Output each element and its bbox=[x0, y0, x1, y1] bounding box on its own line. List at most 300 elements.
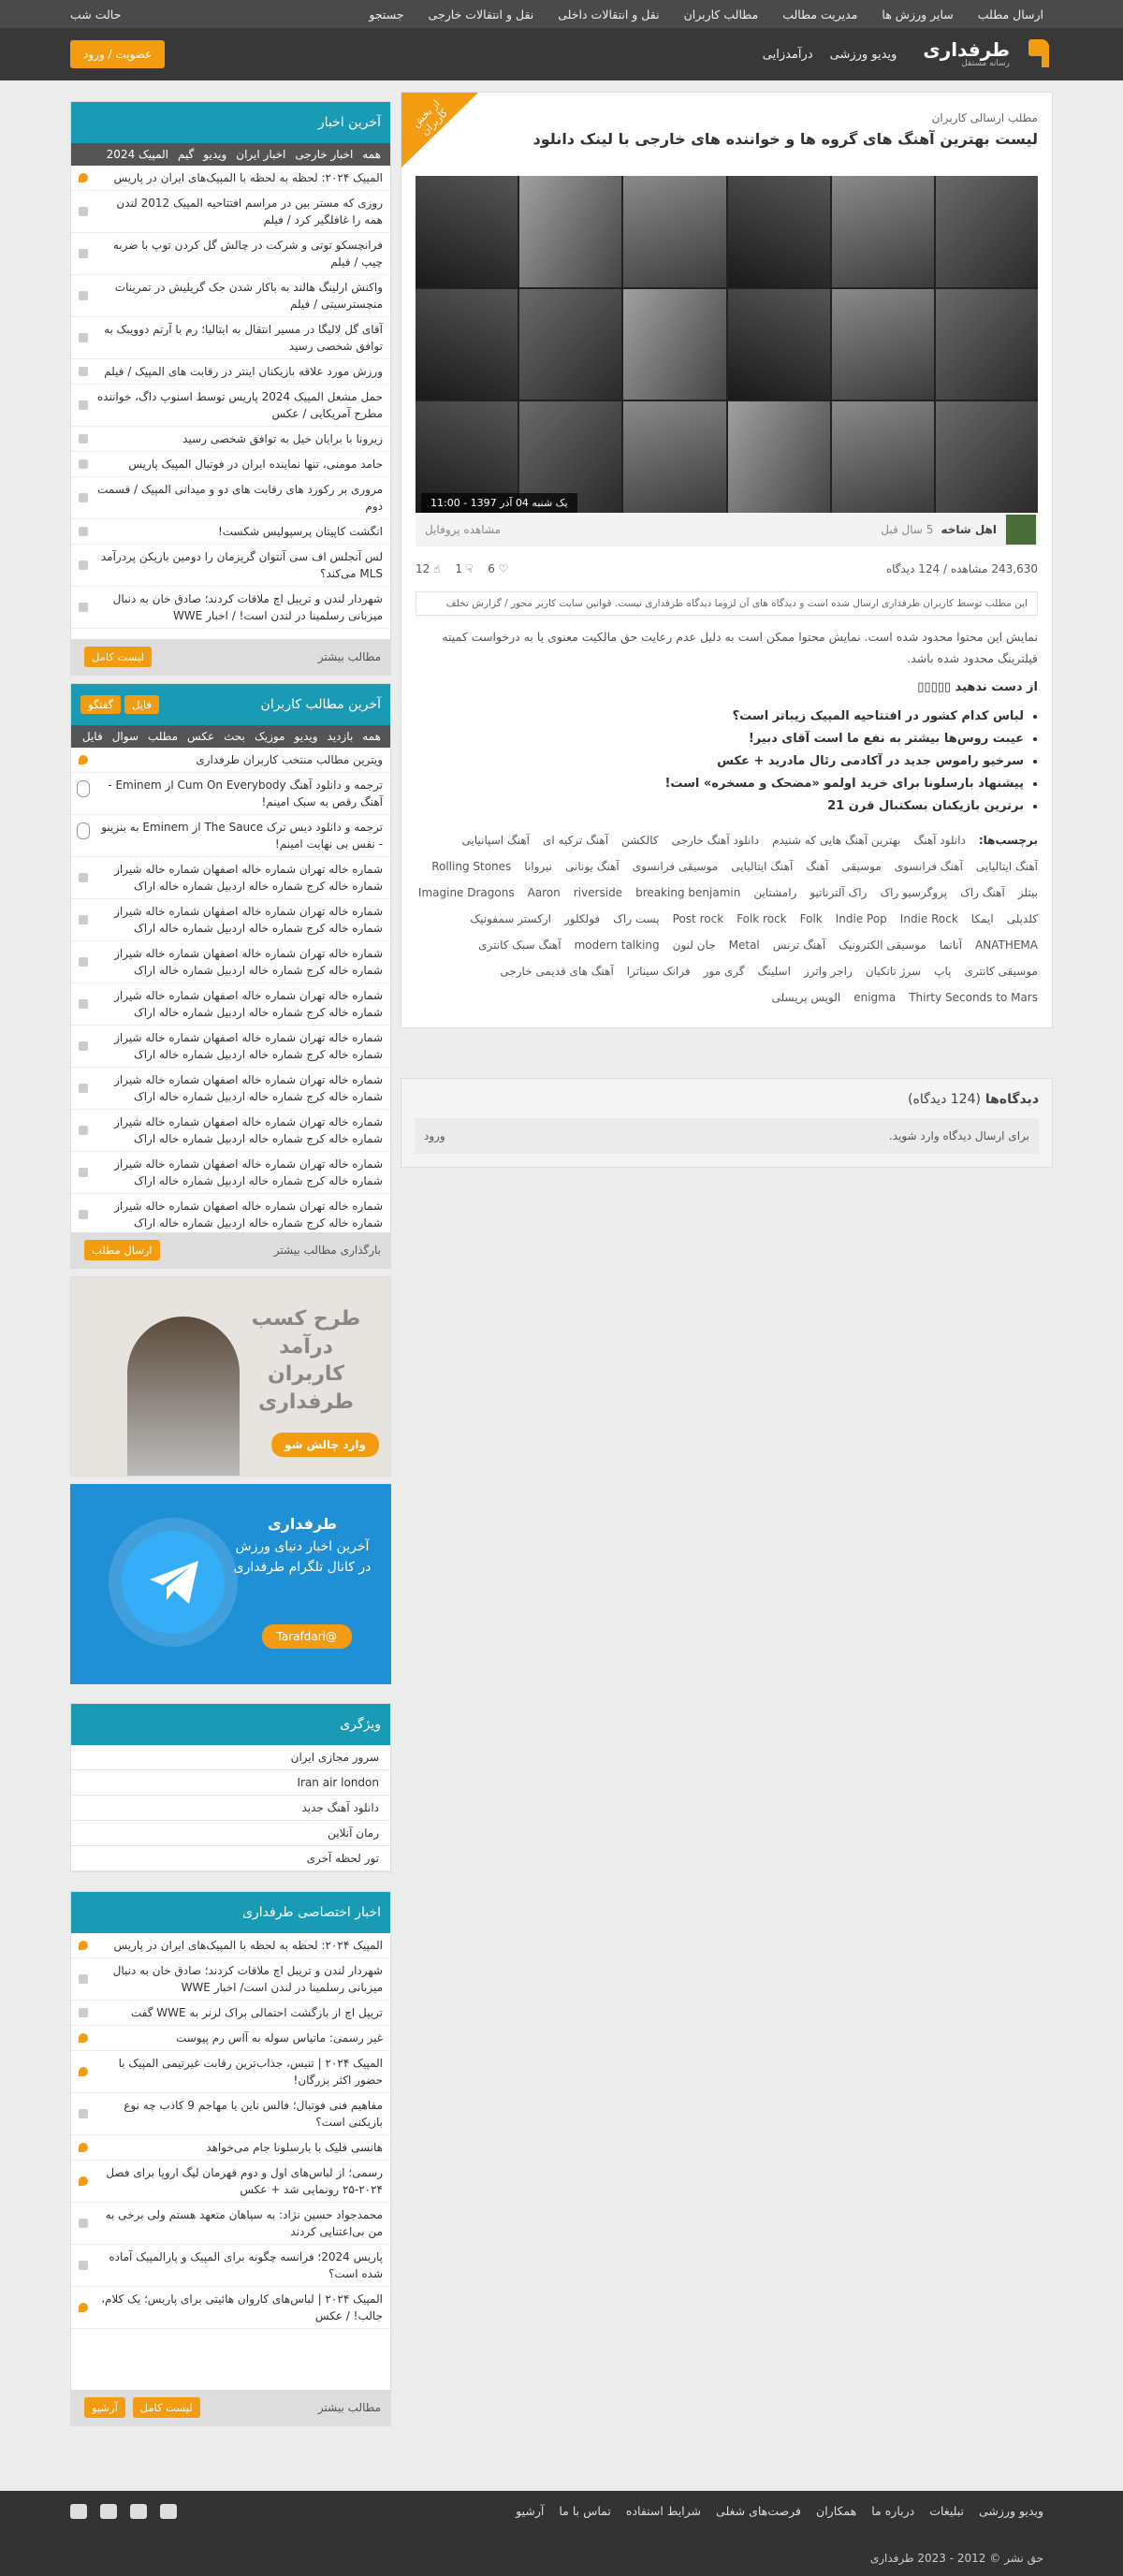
user-post-tab[interactable]: همه bbox=[362, 730, 381, 743]
exclusive-news-item[interactable] bbox=[71, 2093, 390, 2135]
post-type-icon bbox=[79, 1126, 88, 1135]
news-list-item[interactable] bbox=[71, 359, 390, 385]
artist-photo bbox=[623, 401, 725, 513]
footer-link[interactable]: فرصت‌های شغلی bbox=[716, 2504, 802, 2518]
tag-link[interactable]: آهنگ یونانی bbox=[565, 860, 620, 874]
hot-flame-icon bbox=[79, 2303, 88, 2312]
artist-photo bbox=[936, 401, 1038, 513]
footer-link[interactable]: تبلیغات bbox=[929, 2504, 964, 2518]
tag-link[interactable]: Aaron bbox=[527, 886, 561, 900]
exclusive-news-widget bbox=[70, 1891, 391, 2426]
dont-miss-heading: از دست ندهید ▯▯▯▯▯ bbox=[917, 680, 1038, 694]
artist-photo bbox=[728, 401, 830, 513]
tag-link[interactable]: جان لنون bbox=[672, 939, 716, 953]
banner-cta-button[interactable]: وارد چالش شو bbox=[271, 1433, 379, 1457]
publish-date: یک شنبه 04 آذر 1397 - 11:00 bbox=[421, 493, 577, 513]
comments-count: (124 دیدگاه) bbox=[908, 1092, 981, 1107]
news-tab[interactable]: همه bbox=[362, 148, 381, 161]
tag-link[interactable]: الویس پریسلی bbox=[771, 991, 841, 1005]
comment-login-box bbox=[415, 1118, 1039, 1154]
news-list-item[interactable] bbox=[71, 275, 390, 317]
tag-link[interactable]: ارکستر سمفونیک bbox=[470, 912, 551, 926]
artist-photo bbox=[936, 289, 1038, 400]
exclusive-news-title: پاریس 2024؛ فرانسه چگونه برای المپیک و پارالمپیک آماده شده است؟ bbox=[109, 2250, 383, 2280]
comment-login-link[interactable]: ورود bbox=[424, 1129, 445, 1142]
tag-link[interactable]: پروگرسیو راک bbox=[880, 886, 948, 900]
paper-plane-icon bbox=[148, 1559, 200, 1606]
more-news-link[interactable]: مطالب بیشتر bbox=[317, 650, 381, 663]
video-icon bbox=[79, 459, 88, 469]
dont-miss-link[interactable]: • لباس کدام کشور در افتتاحیه المپیک زیباتر است؟ bbox=[416, 706, 1024, 728]
send-post-button[interactable]: ارسال مطلب bbox=[84, 1240, 160, 1260]
comments-section bbox=[401, 1078, 1053, 1168]
news-list-item[interactable] bbox=[71, 519, 390, 545]
post-type-icon bbox=[79, 915, 88, 924]
exclusive-news-item[interactable] bbox=[71, 2287, 390, 2329]
logo-flag-icon bbox=[1017, 39, 1053, 69]
post-type-icon bbox=[79, 873, 88, 882]
reaction-buttons bbox=[416, 562, 508, 575]
news-item-title: حمل مشعل المپیک 2024 پاریس توسط اسنوپ داگ، خواننده مطرح آمریکایی / عکس bbox=[96, 390, 383, 420]
author-info bbox=[881, 513, 1038, 546]
telegram-icon[interactable] bbox=[100, 2504, 117, 2519]
artist-photo bbox=[623, 289, 725, 400]
news-list-item[interactable] bbox=[71, 317, 390, 359]
top-menu-item[interactable]: مطالب کاربران bbox=[683, 7, 759, 22]
artist-photo bbox=[623, 176, 725, 287]
post-type-icon bbox=[79, 1084, 88, 1093]
news-tab[interactable]: اخبار ایران bbox=[236, 148, 286, 161]
article-stats bbox=[416, 554, 1038, 584]
tags-label: برچسب‌ها: bbox=[978, 834, 1038, 848]
user-avatar-icon bbox=[77, 822, 90, 839]
exclusive-news-title: هانسی فلیک با بارسلونا جام می‌خواهد bbox=[206, 2141, 383, 2154]
exclusive-news-title: تریپل اچ از بازگشت احتمالی براک لزنر به WWE گفت bbox=[130, 2006, 383, 2019]
view-profile-link[interactable]: مشاهده پروفایل bbox=[425, 523, 502, 536]
artist-photo bbox=[832, 176, 934, 287]
user-section-ribbon bbox=[401, 93, 478, 167]
dont-miss-link[interactable]: • پیشنهاد بارسلونا برای خرید اولمو «مضحک و مسخره» است! bbox=[416, 773, 1024, 795]
video-icon bbox=[79, 434, 88, 444]
exclusive-news-item[interactable] bbox=[71, 2051, 390, 2093]
search-link[interactable]: جستجو bbox=[369, 7, 404, 22]
news-tab[interactable]: المپیک 2024 bbox=[106, 148, 168, 161]
tag-link[interactable]: موسیقی فرانسوی bbox=[632, 860, 719, 874]
heart-icon: ♡ bbox=[498, 562, 509, 575]
tag-link[interactable]: موسیقی کانتری bbox=[964, 965, 1038, 979]
telegram-channel-banner[interactable] bbox=[70, 1484, 391, 1684]
top-menu-item[interactable]: سایر ورزش ها bbox=[882, 7, 954, 22]
article-card bbox=[401, 92, 1053, 1028]
like-reaction[interactable] bbox=[416, 562, 440, 575]
user-post-item[interactable] bbox=[71, 748, 390, 773]
tag-link[interactable]: ANATHEMA bbox=[975, 939, 1038, 953]
dislike-reaction[interactable] bbox=[455, 562, 473, 575]
news-list-item[interactable] bbox=[71, 477, 390, 519]
user-post-title: شماره خاله تهران شماره خاله اصفهان شماره خاله شیراز شماره خاله کرج شماره خاله اردبیل شماره خاله اراک bbox=[114, 1200, 383, 1230]
tag-link[interactable]: فولکلور bbox=[563, 912, 601, 926]
artist-photo bbox=[519, 176, 621, 287]
user-post-title: شماره خاله تهران شماره خاله اصفهان شماره خاله شیراز شماره خاله کرج شماره خاله اردبیل شماره خاله اراک bbox=[114, 1115, 383, 1145]
special-link[interactable]: سرور مجازی ایران bbox=[71, 1745, 390, 1770]
user-post-item[interactable] bbox=[71, 1068, 390, 1110]
banner-text: آخرین اخبار دنیای ورزش در کانال تلگرام طرفداری bbox=[233, 1538, 372, 1575]
news-item-title: لس آنجلس اف سی آنتوان گریزمان را دومین بازیکن پردرآمد MLS می‌کند؟ bbox=[100, 550, 383, 580]
user-post-item[interactable] bbox=[71, 1026, 390, 1068]
user-post-title: شماره خاله تهران شماره خاله اصفهان شماره خاله شیراز شماره خاله کرج شماره خاله اردبیل شماره خاله اراک bbox=[114, 863, 383, 893]
heart-reaction[interactable] bbox=[488, 562, 508, 575]
tag-link[interactable]: موسیقی الکترونیک bbox=[839, 939, 926, 953]
user-post-title: ترجمه و دانلود آهنگ Cum On Everybody از Eminem - آهنگ رقص به سبک امینم! bbox=[108, 779, 383, 808]
dislike-count: 1 bbox=[455, 562, 463, 575]
views-comments-count: 243,630 مشاهده / 124 دیدگاه bbox=[885, 562, 1038, 575]
exclusive-news-item[interactable] bbox=[71, 2203, 390, 2245]
widget-footer bbox=[71, 2390, 390, 2425]
footer-link[interactable]: درباره ما bbox=[871, 2504, 915, 2518]
article-title: لیست بهترین آهنگ های گروه ها و خواننده های خارجی با لینک دانلود bbox=[532, 130, 1038, 148]
user-post-tab[interactable]: مطلب bbox=[148, 730, 179, 743]
tag-link[interactable]: آهنگ راک bbox=[960, 886, 1005, 900]
tag-link[interactable]: آهنگ ترکیه ای bbox=[542, 834, 609, 848]
news-tab[interactable]: ویدیو bbox=[203, 148, 227, 161]
exclusive-news-item[interactable] bbox=[71, 1933, 390, 1958]
article-hero-image bbox=[416, 176, 1038, 513]
video-icon bbox=[79, 603, 88, 612]
exclusive-news-title: رسمی؛ از لباس‌های اول و دوم قهرمان لیگ اروپا برای فصل ۲۰۲۴-۲۵ رونمایی شد + عکس bbox=[106, 2166, 383, 2196]
full-list-button[interactable]: لیست کامل bbox=[84, 647, 152, 667]
exclusive-news-item[interactable] bbox=[71, 2245, 390, 2287]
banner-brand: طرفداری bbox=[267, 1515, 338, 1533]
login-register-button[interactable]: عضویت / ورود bbox=[70, 40, 165, 68]
news-list-item[interactable] bbox=[71, 545, 390, 587]
article-header bbox=[401, 93, 1052, 157]
tag-link[interactable]: breaking benjamin bbox=[635, 886, 741, 900]
tag-link[interactable]: آهنگ ایتالیایی bbox=[975, 860, 1038, 874]
news-list bbox=[71, 166, 390, 639]
user-avatar-icon bbox=[77, 780, 90, 797]
author-name[interactable]: اهل شاخه bbox=[941, 523, 997, 536]
tag-link[interactable]: Rolling Stones bbox=[431, 860, 512, 874]
artist-photo bbox=[936, 176, 1038, 287]
exclusive-news-title: المپیک ۲۰۲۴ | لباس‌های کاروان هائیتی برای پاریس؛ یک کلام، جالب! / عکس bbox=[101, 2292, 383, 2322]
user-post-title: ویترین مطالب منتخب کاربران طرفداری bbox=[196, 753, 383, 766]
social-links bbox=[70, 2504, 177, 2519]
user-post-item[interactable] bbox=[71, 1194, 390, 1232]
dont-miss-link[interactable]: • سرخیو راموس جدید در آکادمی رئال مادرید + عکس bbox=[416, 750, 1024, 773]
top-menu-item[interactable]: نقل و انتقالات خارجی bbox=[428, 7, 534, 22]
night-mode-toggle[interactable]: حالت شب bbox=[70, 7, 122, 22]
user-post-title: شماره خاله تهران شماره خاله اصفهان شماره خاله شیراز شماره خاله کرج شماره خاله اردبیل شماره خاله اراک bbox=[114, 989, 383, 1019]
tag-link[interactable]: Metal bbox=[728, 939, 760, 953]
user-post-title: ترجمه و دانلود دیس ترک The Sauce از Eminem به بنزینو - نفس بی نهایت امینم! bbox=[101, 821, 383, 851]
user-post-tab[interactable]: موزیک bbox=[255, 730, 285, 743]
widget-footer bbox=[71, 1232, 390, 1268]
video-icon bbox=[79, 291, 88, 300]
news-item-title: فرانچسکو توتی و شرکت در چالش گل کردن توپ با ضربه چیپ / فیلم bbox=[112, 239, 383, 269]
tag-link[interactable]: کلدپلی bbox=[1006, 912, 1038, 926]
news-item-title: المپیک ۲۰۲۴: لحظه به لحظه با المپیک‌های ایران در پاریس bbox=[113, 171, 383, 184]
header-link-video[interactable]: ویدیو ورزشی bbox=[829, 47, 897, 62]
user-post-title: شماره خاله تهران شماره خاله اصفهان شماره خاله شیراز شماره خاله کرج شماره خاله اردبیل شماره خاله اراک bbox=[114, 947, 383, 977]
top-bar bbox=[0, 0, 1123, 28]
logo-tagline: رسانه مستقل bbox=[961, 59, 1010, 68]
user-post-tab[interactable]: فایل bbox=[81, 730, 103, 743]
site-header bbox=[0, 28, 1123, 80]
news-list-item[interactable] bbox=[71, 452, 390, 477]
more-exclusive-link[interactable]: مطالب بیشتر bbox=[317, 2401, 381, 2414]
hot-flame-icon bbox=[79, 173, 88, 182]
tag-link[interactable]: راک آلترناتیو bbox=[809, 886, 868, 900]
tag-link[interactable]: دانلود آهنگ خارجی bbox=[671, 834, 760, 848]
footer-link[interactable]: ویدیو ورزشی bbox=[979, 2504, 1043, 2518]
widget-title: ویژگری bbox=[340, 1717, 381, 1732]
user-post-item[interactable] bbox=[71, 983, 390, 1026]
exclusive-news-item[interactable] bbox=[71, 2161, 390, 2203]
artist-photo bbox=[416, 289, 518, 400]
copyright: حق نشر © 2012 - 2023 طرفداری bbox=[869, 2552, 1043, 2565]
user-post-tab[interactable]: سوال bbox=[111, 730, 139, 743]
post-type-icon bbox=[79, 957, 88, 967]
tag-link[interactable]: modern talking bbox=[574, 939, 660, 953]
user-post-title: شماره خاله تهران شماره خاله اصفهان شماره خاله شیراز شماره خاله کرج شماره خاله اردبیل شماره خاله اراک bbox=[114, 905, 383, 935]
site-logo[interactable] bbox=[923, 39, 1053, 69]
widget-footer bbox=[71, 639, 390, 675]
news-list-item[interactable] bbox=[71, 427, 390, 452]
artist-photo bbox=[416, 176, 518, 287]
special-link-list bbox=[71, 1745, 390, 1871]
tag-link[interactable]: آهنگ های قدیمی خارجی bbox=[500, 965, 614, 979]
ribbon-label: از بخش کاربران bbox=[409, 97, 451, 138]
comment-login-prompt: برای ارسال دیدگاه وارد شوید. bbox=[888, 1129, 1029, 1142]
footer-link[interactable]: شرایط استفاده bbox=[625, 2504, 702, 2518]
user-post-tab[interactable]: بازدید bbox=[327, 730, 354, 743]
archive-button[interactable]: آرشیو bbox=[84, 2397, 125, 2418]
user-post-tab[interactable]: ویدیو bbox=[294, 730, 318, 743]
user-post-item[interactable] bbox=[71, 941, 390, 983]
user-post-tabs bbox=[71, 725, 390, 748]
post-type-icon bbox=[79, 999, 88, 1009]
heart-count: 6 bbox=[488, 562, 495, 575]
artist-photo bbox=[519, 289, 621, 400]
banner-person-illustration bbox=[127, 1317, 240, 1476]
news-tab[interactable]: اخبار خارجی bbox=[295, 148, 354, 161]
exclusive-news-item[interactable] bbox=[71, 1958, 390, 2001]
like-count: 12 bbox=[416, 562, 430, 575]
video-icon bbox=[79, 207, 88, 216]
tag-link[interactable]: Folk bbox=[799, 912, 823, 926]
author-avatar[interactable] bbox=[1004, 513, 1038, 546]
tag-link[interactable]: ایمکا bbox=[970, 912, 994, 926]
tab-chat[interactable]: گفتگو bbox=[80, 695, 121, 714]
user-post-item[interactable] bbox=[71, 857, 390, 899]
hot-flame-icon bbox=[79, 755, 88, 764]
dont-miss-list bbox=[416, 706, 1024, 818]
news-list-item[interactable] bbox=[71, 233, 390, 275]
video-icon bbox=[79, 2219, 88, 2228]
user-post-item[interactable] bbox=[71, 773, 390, 815]
tag-link[interactable]: Indie Pop bbox=[835, 912, 887, 926]
tag-link[interactable]: آنانما bbox=[939, 939, 963, 953]
video-icon bbox=[79, 560, 88, 570]
tag-link[interactable]: enigma bbox=[853, 991, 897, 1005]
banner-text-block bbox=[232, 1512, 372, 1578]
tag-link[interactable]: گری مور bbox=[703, 965, 745, 979]
special-link[interactable]: دانلود آهنگ جدید bbox=[71, 1796, 390, 1821]
special-link[interactable]: رمان آنلاین bbox=[71, 1821, 390, 1846]
instagram-icon[interactable] bbox=[130, 2504, 147, 2519]
footer-link[interactable]: تماس با ما bbox=[559, 2504, 611, 2518]
exclusive-news-title: المپیک ۲۰۲۴: لحظه به لحظه با المپیک‌های ایران در پاریس bbox=[113, 1939, 383, 1952]
video-icon bbox=[79, 1974, 88, 1984]
news-tabs bbox=[71, 143, 390, 166]
user-post-title: شماره خاله تهران شماره خاله اصفهان شماره خاله شیراز شماره خاله کرج شماره خاله اردبیل شماره خاله اراک bbox=[114, 1031, 383, 1061]
tag-link[interactable]: Thirty Seconds to Mars bbox=[909, 991, 1038, 1005]
tag-link[interactable]: پاپ bbox=[934, 965, 952, 979]
video-icon bbox=[79, 527, 88, 536]
exclusive-news-item[interactable] bbox=[71, 2026, 390, 2051]
exclusive-news-item[interactable] bbox=[71, 2135, 390, 2161]
tag-link[interactable]: آهنگ ترنس bbox=[772, 939, 826, 953]
user-post-list bbox=[71, 748, 390, 1232]
comments-heading bbox=[415, 1092, 1039, 1107]
exclusive-news-title: شهردار لندن و تریبل اچ ملاقات کردند؛ صادق خان به دنبال میزبانی رسلمینا در لندن است/ اخبار WWE bbox=[112, 1964, 383, 1994]
artist-photo bbox=[728, 176, 830, 287]
artist-photo bbox=[832, 289, 934, 400]
tag-link[interactable]: نیروانا bbox=[524, 860, 553, 874]
news-list-item[interactable] bbox=[71, 385, 390, 427]
user-post-item[interactable] bbox=[71, 815, 390, 857]
artist-photo bbox=[728, 289, 830, 400]
user-post-item[interactable] bbox=[71, 1152, 390, 1194]
dont-miss-link[interactable]: • برترین بازیکنان بسکتبال قرن 21 bbox=[416, 795, 1024, 818]
widget-header bbox=[71, 1892, 390, 1933]
youtube-icon[interactable] bbox=[160, 2504, 177, 2519]
tag-link[interactable]: کالکشن bbox=[621, 834, 659, 848]
tag-link[interactable]: Post rock bbox=[672, 912, 724, 926]
earning-challenge-banner[interactable] bbox=[70, 1276, 391, 1477]
tag-link[interactable]: رامشتاین bbox=[753, 886, 797, 900]
tag-link[interactable]: اسلینگ bbox=[757, 965, 791, 979]
exclusive-news-title: غیر رسمی: ماتیاس سوله به آاس رم پیوست bbox=[175, 2031, 383, 2045]
news-list-item[interactable] bbox=[71, 191, 390, 233]
exclusive-news-title: مفاهیم فنی فوتبال؛ فالس ناین یا مهاجم 9 کاذب چه نوع بازیکنی است؟ bbox=[124, 2099, 383, 2129]
news-item-title: حامد مومنی، تنها نماینده ایران در فوتبال المپیک پاریس bbox=[128, 458, 383, 471]
news-list-item[interactable] bbox=[71, 587, 390, 629]
widget-header bbox=[71, 1704, 390, 1745]
article-spacer bbox=[401, 1007, 1052, 1027]
tag-link[interactable]: Indie Rock bbox=[899, 912, 958, 926]
video-icon bbox=[79, 400, 88, 410]
top-menu-item[interactable]: نقل و انتقالات داخلی bbox=[558, 7, 660, 22]
latest-user-posts-widget bbox=[70, 683, 391, 1269]
hot-flame-icon bbox=[79, 1941, 88, 1950]
hot-flame-icon bbox=[79, 2143, 88, 2152]
load-more-link[interactable]: بارگذاری مطالب بیشتر bbox=[273, 1244, 381, 1257]
tag-link[interactable]: بیتلز bbox=[1017, 886, 1038, 900]
logo-name: طرفداری bbox=[923, 38, 1010, 61]
exclusive-news-item[interactable] bbox=[71, 2001, 390, 2026]
full-list-button[interactable]: لیست کامل bbox=[133, 2397, 200, 2418]
tag-link[interactable]: آهنگ ایتالیایی bbox=[731, 860, 794, 874]
tag-link[interactable]: موسیقی bbox=[841, 860, 882, 874]
top-menu bbox=[369, 7, 1043, 22]
thumbs-up-icon: ☝ bbox=[433, 562, 441, 575]
tag-link[interactable]: آهنگ فرانسوی bbox=[894, 860, 963, 874]
user-content-notice: این مطلب توسط کاربران طرفداری ارسال شده است و دیدگاه های آن لزوما دیدگاه طرفداری نیست. قوانین سایت کاربر محور / گزارش تخلف bbox=[416, 591, 1038, 616]
tag-link[interactable]: راجر واترز bbox=[803, 965, 853, 979]
rss-icon[interactable] bbox=[70, 2504, 87, 2519]
news-item-title: مروری بر رکورد های رقابت های دو و میدانی المپیک / قسمت دوم bbox=[97, 483, 383, 513]
artist-photo bbox=[832, 401, 934, 513]
widget-title: آخرین مطالب کاربران bbox=[260, 697, 381, 712]
tag-link[interactable]: سرژ تانکیان bbox=[865, 965, 922, 979]
post-age: 5 سال قبل bbox=[881, 523, 934, 536]
widget-header bbox=[71, 102, 390, 143]
telegram-handle-button[interactable]: @Tarafdari bbox=[262, 1624, 352, 1649]
header-link-earning[interactable]: درآمدزایی bbox=[762, 47, 813, 62]
exclusive-news-title: المپیک ۲۰۲۴ | تنیس، جذاب‌ترین رقابت غیرتیمی المپیک با حضور اکثر بزرگان! bbox=[118, 2057, 383, 2087]
news-item-title: شهردار لندن و تریبل اچ ملاقات کردند؛ صادق خان به دنبال میزبانی رسلمینا در لندن است! / اخبار WWE bbox=[112, 592, 383, 622]
tag-link[interactable]: آهنگ اسپانیایی bbox=[461, 834, 530, 848]
tag-link[interactable]: آهنگ bbox=[806, 860, 829, 874]
footer-links bbox=[516, 2504, 1043, 2518]
user-post-item[interactable] bbox=[71, 1110, 390, 1152]
user-post-tab[interactable]: عکس bbox=[187, 730, 215, 743]
tag-link[interactable]: پست راک bbox=[613, 912, 660, 926]
dont-miss-link[interactable]: • عیبت روس‌ها بیشتر به نفع ما است آقای دبیر! bbox=[416, 728, 1024, 750]
news-list-item[interactable] bbox=[71, 166, 390, 191]
news-tab[interactable]: گیم bbox=[177, 148, 195, 161]
tag-link[interactable]: Imagine Dragons bbox=[417, 886, 515, 900]
tag-link[interactable]: بهترین آهنگ هایی که شنیدم bbox=[772, 834, 901, 848]
special-link[interactable]: تور لحظه آخری bbox=[71, 1846, 390, 1871]
hot-flame-icon bbox=[79, 2067, 88, 2076]
user-widget-mini-tabs bbox=[80, 695, 159, 714]
post-type-icon bbox=[79, 1168, 88, 1177]
site-footer bbox=[0, 2491, 1123, 2576]
news-item-title: آقای گل لالیگا در مسیر انتقال به ایتالیا؛ رم با آرتم دوویبک به توافق شخصی رسید bbox=[104, 323, 383, 353]
header-links bbox=[763, 48, 897, 62]
tag-link[interactable]: آهنگ سبک کانتری bbox=[478, 939, 562, 953]
video-icon bbox=[79, 2008, 88, 2017]
news-item-title: واکنش ارلینگ هالند به باکار شدن جک گریلیش در تمرینات منچسترسیتی / فیلم bbox=[114, 281, 383, 311]
restricted-content-message: نمایش این محتوا محدود شده است. نمایش محتوا ممکن است به دلیل عدم رعایت حق مالکیت معنوی یا به درخواست کمیته فیلترینگ محدود شده باشد. bbox=[442, 630, 1038, 665]
tag-list bbox=[416, 831, 1038, 1007]
exclusive-news-title: محمدجواد حسین نژاد: به سپاهان متعهد هستم ولی برخی به من بی‌اعتنایی کردند bbox=[105, 2208, 383, 2238]
news-item-title: زیرونا با برایان خیل به توافق شخصی رسید bbox=[182, 432, 383, 445]
logo-text bbox=[923, 40, 1010, 68]
user-post-item[interactable] bbox=[71, 899, 390, 941]
footer-link[interactable]: آرشیو bbox=[516, 2504, 545, 2518]
special-link[interactable]: Iran air london bbox=[71, 1770, 390, 1796]
footer-link[interactable]: همکاران bbox=[816, 2504, 857, 2518]
top-menu-item[interactable]: ارسال مطلب bbox=[977, 7, 1043, 22]
video-icon bbox=[79, 2261, 88, 2270]
tag-link[interactable]: riverside bbox=[573, 886, 623, 900]
article-category[interactable]: مطلب ارسالی کاربران bbox=[931, 111, 1038, 124]
tab-file[interactable]: فایل bbox=[124, 695, 159, 714]
widget-header bbox=[71, 684, 390, 725]
tag-link[interactable]: Folk rock bbox=[737, 912, 787, 926]
tag-link[interactable]: دانلود آهنگ bbox=[913, 834, 966, 848]
banner-headline: طرح کسب درآمد کاربران طرفداری bbox=[251, 1307, 361, 1415]
top-menu-item[interactable]: مدیریت مطالب bbox=[782, 7, 858, 22]
user-post-tab[interactable]: بحث bbox=[224, 730, 246, 743]
post-type-icon bbox=[79, 1210, 88, 1219]
user-post-title: شماره خاله تهران شماره خاله اصفهان شماره خاله شیراز شماره خاله کرج شماره خاله اردبیل شماره خاله اراک bbox=[114, 1157, 383, 1187]
thumbs-down-icon: ☟ bbox=[465, 562, 474, 575]
tag-link[interactable]: فرانک سیناترا bbox=[626, 965, 691, 979]
